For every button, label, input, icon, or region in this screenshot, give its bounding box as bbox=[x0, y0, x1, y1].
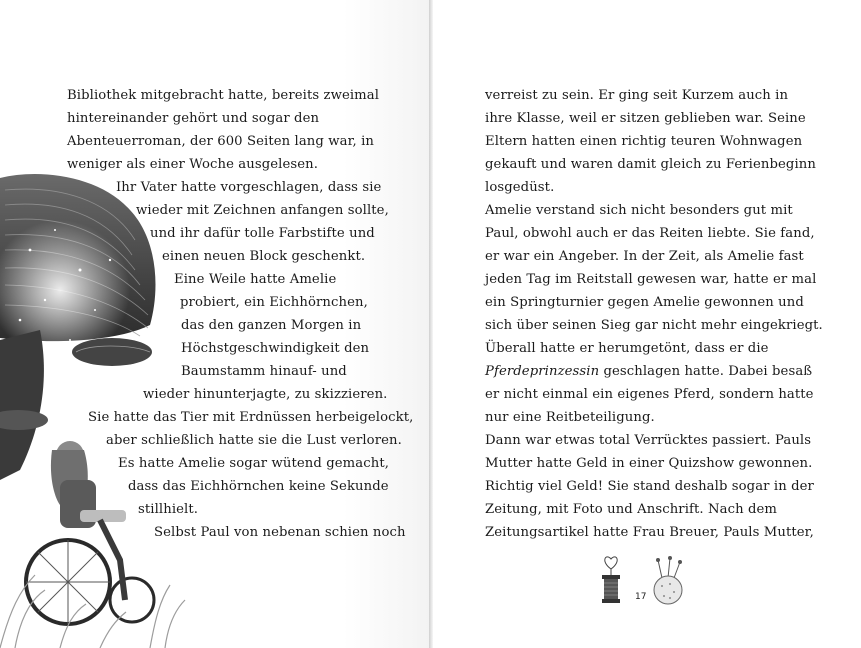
right-line: gekauft und waren damit gleich zu Ferienbeginn bbox=[485, 157, 816, 172]
right-line: Zeitung, mit Foto und Anschrift. Nach dem bbox=[485, 502, 778, 517]
left-line: Höchstgeschwindigkeit den bbox=[181, 341, 370, 356]
left-page bbox=[0, 0, 429, 648]
right-line: Paul, obwohl auch er das Reiten liebte. Sie fand, bbox=[485, 226, 815, 241]
right-line bbox=[485, 364, 812, 380]
left-line: hintereinander gehört und sogar den bbox=[67, 111, 320, 126]
left-line: dass das Eichhörnchen keine Sekunde bbox=[128, 479, 389, 494]
left-line: einen neuen Block geschenkt. bbox=[162, 249, 366, 264]
book-title-italic: Pferdeprinzessin bbox=[485, 364, 600, 379]
left-line: Ihr Vater hatte vorgeschlagen, dass sie bbox=[116, 180, 382, 195]
right-line: er war ein Angeber. In der Zeit, als Amelie fast bbox=[485, 249, 804, 264]
right-line: Eltern hatten einen richtig teuren Wohnwagen bbox=[485, 134, 803, 149]
right-line: Mutter hatte Geld in einer Quizshow gewonnen. bbox=[485, 456, 813, 471]
left-line: stillhielt. bbox=[138, 502, 199, 517]
left-line: das den ganzen Morgen in bbox=[181, 318, 362, 333]
left-line: Selbst Paul von nebenan schien noch bbox=[154, 525, 406, 540]
right-line: Richtig viel Geld! Sie stand deshalb sogar in der bbox=[485, 479, 814, 494]
right-line: Zeitungsartikel hatte Frau Breuer, Pauls Mutter, bbox=[485, 525, 814, 540]
left-line: probiert, ein Eichhörnchen, bbox=[180, 295, 368, 310]
thread-spool-icon bbox=[598, 555, 624, 605]
left-line: aber schließlich hatte sie die Lust verloren. bbox=[106, 433, 402, 448]
left-line: Abenteuerroman, der 600 Seiten lang war, in bbox=[67, 134, 375, 149]
pincushion-icon bbox=[650, 556, 686, 606]
right-line: Überall hatte er herumgetönt, dass er die bbox=[485, 341, 769, 356]
page-number: 17 bbox=[635, 592, 647, 602]
right-line: ein Springturnier gegen Amelie gewonnen und bbox=[485, 295, 804, 310]
left-line: wieder mit Zeichnen anfangen sollte, bbox=[136, 203, 389, 218]
right-line: ihre Klasse, weil er sitzen geblieben war. Seine bbox=[485, 111, 806, 126]
right-line: losgedüst. bbox=[485, 180, 555, 195]
left-line: Eine Weile hatte Amelie bbox=[174, 272, 337, 287]
left-line: und ihr dafür tolle Farbstifte und bbox=[150, 226, 375, 241]
right-line: er nicht einmal ein eigenes Pferd, sondern hatte bbox=[485, 387, 814, 402]
left-line: weniger als einer Woche ausgelesen. bbox=[67, 157, 319, 172]
right-line: jeden Tag im Reitstall gewesen war, hatte er mal bbox=[485, 272, 817, 287]
right-line: Dann war etwas total Verrücktes passiert. Pauls bbox=[485, 433, 812, 448]
right-line: verreist zu sein. Er ging seit Kurzem auch in bbox=[485, 88, 789, 103]
left-line: wieder hinunterjagte, zu skizzieren. bbox=[143, 387, 388, 402]
right-page bbox=[433, 0, 861, 648]
line-continuation: geschlagen hatte. Dabei besaß bbox=[599, 364, 813, 379]
left-line: Es hatte Amelie sogar wütend gemacht, bbox=[118, 456, 390, 471]
right-line: nur eine Reitbeteiligung. bbox=[485, 410, 655, 425]
left-line: Sie hatte das Tier mit Erdnüssen herbeigelockt, bbox=[88, 410, 414, 425]
left-line: Baumstamm hinauf- und bbox=[181, 364, 347, 379]
right-line: Amelie verstand sich nicht besonders gut mit bbox=[485, 203, 793, 218]
right-line: sich über seinen Sieg gar nicht mehr eingekriegt. bbox=[485, 318, 823, 333]
left-line: Bibliothek mitgebracht hatte, bereits zweimal bbox=[67, 88, 380, 103]
